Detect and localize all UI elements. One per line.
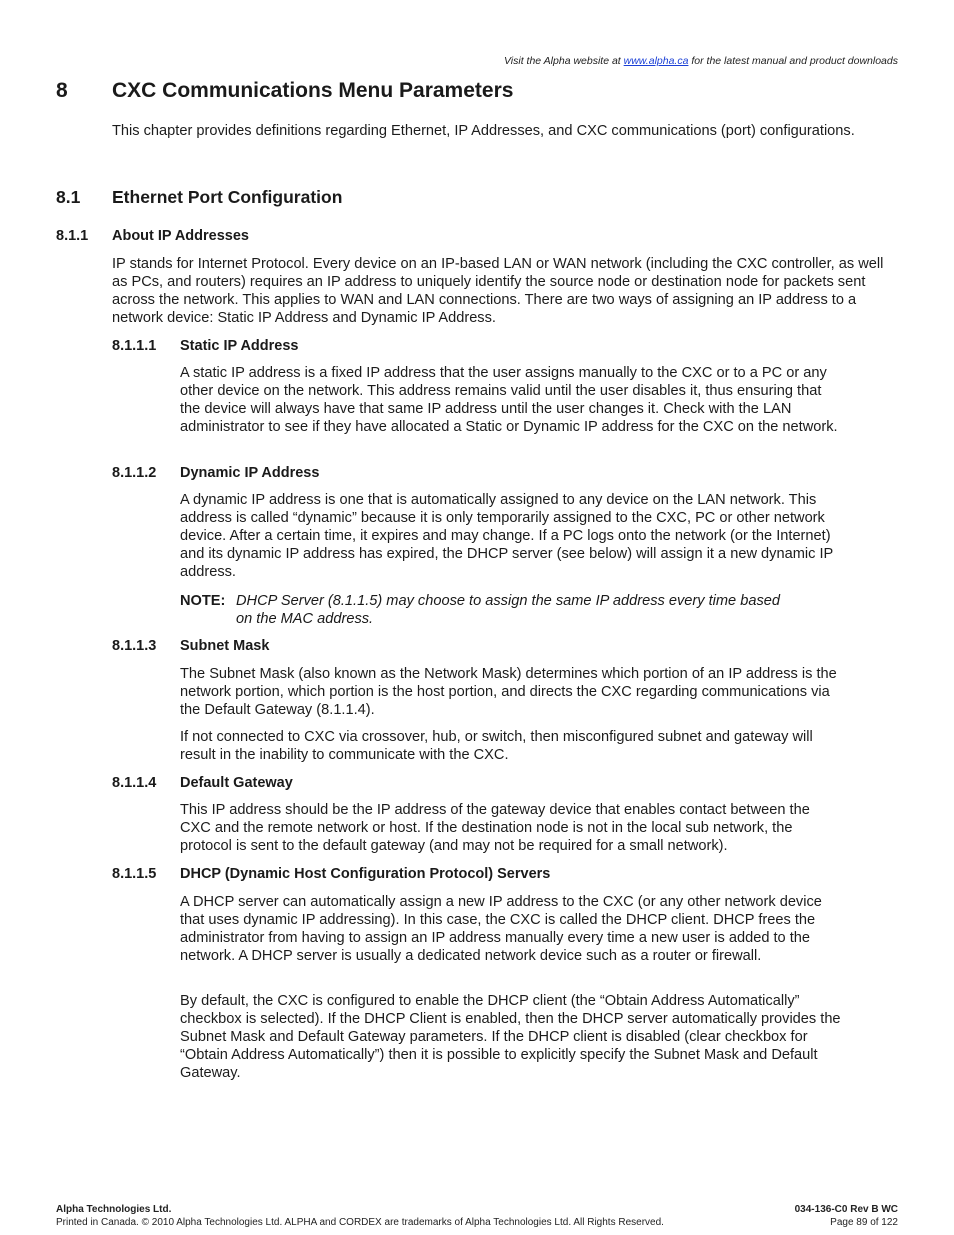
static-ip-heading bbox=[112, 338, 298, 354]
gateway-title: Default Gateway bbox=[180, 775, 293, 791]
footer-right bbox=[795, 1203, 898, 1229]
gateway-body: This IP address should be the IP address of the gateway device that enables contact between the CXC and the remote network or host. If the destination node is not in the local sub network, the protocol is sent to the default gateway (and may not be required for a small network). bbox=[180, 802, 810, 854]
chapter-intro: This chapter provides definitions regarding Ethernet, IP Addresses, and CXC communications (port) configurations. bbox=[112, 123, 855, 139]
subnet-title: Subnet Mask bbox=[180, 638, 270, 654]
subsection-title: About IP Addresses bbox=[112, 228, 249, 244]
footer-copyright: Printed in Canada. © 2010 Alpha Technologies Ltd. ALPHA and CORDEX are trademarks of Alpha Technologies Ltd. All Rights Reserved. bbox=[56, 1217, 664, 1228]
dhcp-heading bbox=[112, 866, 550, 882]
gateway-heading bbox=[112, 775, 293, 791]
dynamic-ip-heading bbox=[112, 465, 319, 481]
dhcp-title: DHCP (Dynamic Host Configuration Protocol) Servers bbox=[180, 866, 551, 882]
footer-left bbox=[56, 1203, 664, 1229]
subnet-heading bbox=[112, 638, 269, 654]
dynamic-ip-body: A dynamic IP address is one that is automatically assigned to any device on the LAN network. This address is called “dynamic” because it is only temporarily assigned to the CXC, PC or other network device. After a certain time, it expires and may change. If a PC logs onto the network (or the Internet) and its dynamic IP address has expired, the DHCP server (see below) will assign it a new dynamic IP address. bbox=[180, 492, 833, 580]
section-title: Ethernet Port Configuration bbox=[112, 187, 343, 207]
chapter-heading bbox=[56, 79, 513, 103]
dynamic-ip-title: Dynamic IP Address bbox=[180, 465, 320, 481]
dhcp-body-1: A DHCP server can automatically assign a new IP address to the CXC (or any other network device that uses dynamic IP addressing). In this case, the CXC is called the DHCP client. DHCP frees the administrator from having to assign an IP address manually every time a new user is added to the network. A DHCP server is usually a dedicated network device such as a router or firewall. bbox=[180, 894, 822, 964]
subsection-number: 8.1.1 bbox=[56, 228, 89, 244]
static-ip-body: A static IP address is a fixed IP address that the user assigns manually to the CXC or to a PC or any other device on the network. This address remains valid until the user disables it, thus ensuring that the device will always have that same IP address until the user changes it. Check with the LAN administrator to see if they have allocated a Static or Dynamic IP address for the CXC on the network. bbox=[180, 365, 838, 435]
dhcp-number: 8.1.1.5 bbox=[112, 866, 157, 882]
static-ip-title: Static IP Address bbox=[180, 338, 299, 354]
subnet-body-2: If not connected to CXC via crossover, hub, or switch, then misconfigured subnet and gateway will result in the inability to communicate with the CXC. bbox=[180, 729, 813, 763]
dhcp-body-2: By default, the CXC is configured to enable the DHCP client (the “Obtain Address Automatically” checkbox is selected). If the DHCP Client is enabled, then the DHCP server automatically provides the Subnet Mask and Default Gateway parameters. If the DHCP client is disabled (clear checkbox for “Obtain Address Automatically”) then it is possible to explicitly specify the Subnet Mask and Default Gateway. bbox=[180, 993, 841, 1081]
note-text: DHCP Server (8.1.1.5) may choose to assign the same IP address every time based on the MAC address. bbox=[236, 593, 780, 627]
subsection-body: IP stands for Internet Protocol. Every device on an IP-based LAN or WAN network (including the CXC controller, as well as PCs, and routers) requires an IP address to uniquely identify the source node or destination node for packets sent across the network. This applies to WAN and LAN connections. There are two ways of assigning an IP address to a network device: Static IP Address and Dynamic IP Address. bbox=[112, 256, 884, 326]
header-note-suffix: for the latest manual and product downloads bbox=[688, 55, 898, 67]
dynamic-ip-number: 8.1.1.2 bbox=[112, 465, 157, 481]
chapter-number: 8 bbox=[56, 79, 68, 102]
header-note bbox=[504, 55, 898, 67]
section-heading bbox=[56, 187, 342, 208]
gateway-number: 8.1.1.4 bbox=[112, 775, 157, 791]
footer-company: Alpha Technologies Ltd. bbox=[56, 1204, 172, 1215]
alpha-website-link[interactable]: www.alpha.ca bbox=[623, 55, 689, 67]
static-ip-number: 8.1.1.1 bbox=[112, 338, 157, 354]
header-note-prefix: Visit the Alpha website at bbox=[503, 55, 624, 67]
subnet-number: 8.1.1.3 bbox=[112, 638, 157, 654]
subnet-body-1: The Subnet Mask (also known as the Network Mask) determines which portion of an IP address is the network portion, which portion is the host portion, and directs the CXC regarding communications via the Default Gateway (8.1.1.4). bbox=[180, 666, 837, 718]
note-label: NOTE: bbox=[180, 593, 226, 609]
chapter-title: CXC Communications Menu Parameters bbox=[112, 79, 514, 102]
footer-page-number: Page 89 of 122 bbox=[830, 1217, 898, 1228]
subsection-heading bbox=[56, 228, 249, 244]
section-number: 8.1 bbox=[56, 187, 81, 207]
footer-doc-id: 034-136-C0 Rev B WC bbox=[794, 1204, 898, 1215]
